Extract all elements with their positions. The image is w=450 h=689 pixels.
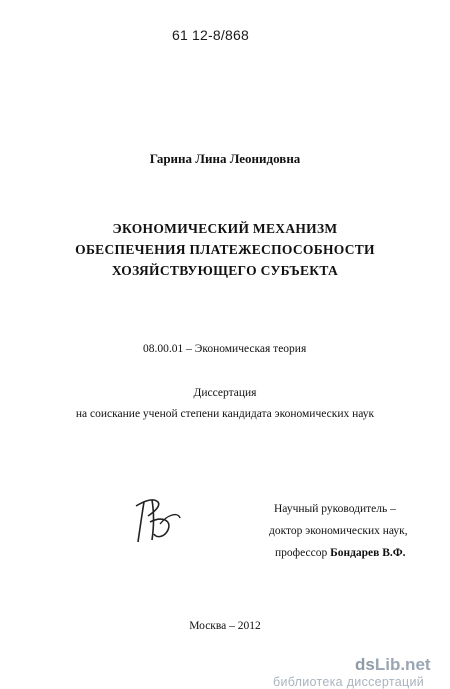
supervisor-degree: доктор экономических наук,	[269, 525, 408, 537]
specialty-code: 08.00.01 – Экономическая теория	[143, 343, 307, 355]
degree-line: на соискание ученой степени кандидата экономических наук	[75, 408, 375, 420]
watermark-logo-rest: Lib.net	[374, 655, 431, 674]
supervisor-name-line	[275, 547, 406, 559]
handwritten-signature	[130, 494, 190, 550]
title-line-1: ЭКОНОМИЧЕСКИЙ МЕХАНИЗМ	[112, 221, 338, 236]
supervisor-title: профессор	[275, 547, 328, 559]
place-year: Москва – 2012	[189, 620, 261, 632]
supervisor-role: Научный руководитель –	[274, 503, 396, 515]
watermark-logo	[355, 655, 431, 675]
watermark-logo-ds: ds	[355, 655, 375, 674]
work-type: Диссертация	[193, 387, 257, 399]
watermark-subtitle: библиотека диссертаций	[273, 675, 425, 689]
author-name: Гарина Лина Леонидовна	[149, 151, 301, 166]
archive-code: 61 12-8/868	[172, 27, 249, 43]
supervisor-name: Бондарев В.Ф.	[330, 547, 406, 559]
title-line-2: ОБЕСПЕЧЕНИЯ ПЛАТЕЖЕСПОСОБНОСТИ	[75, 242, 375, 257]
title-line-3: ХОЗЯЙСТВУЮЩЕГО СУБЪЕКТА	[111, 263, 339, 278]
